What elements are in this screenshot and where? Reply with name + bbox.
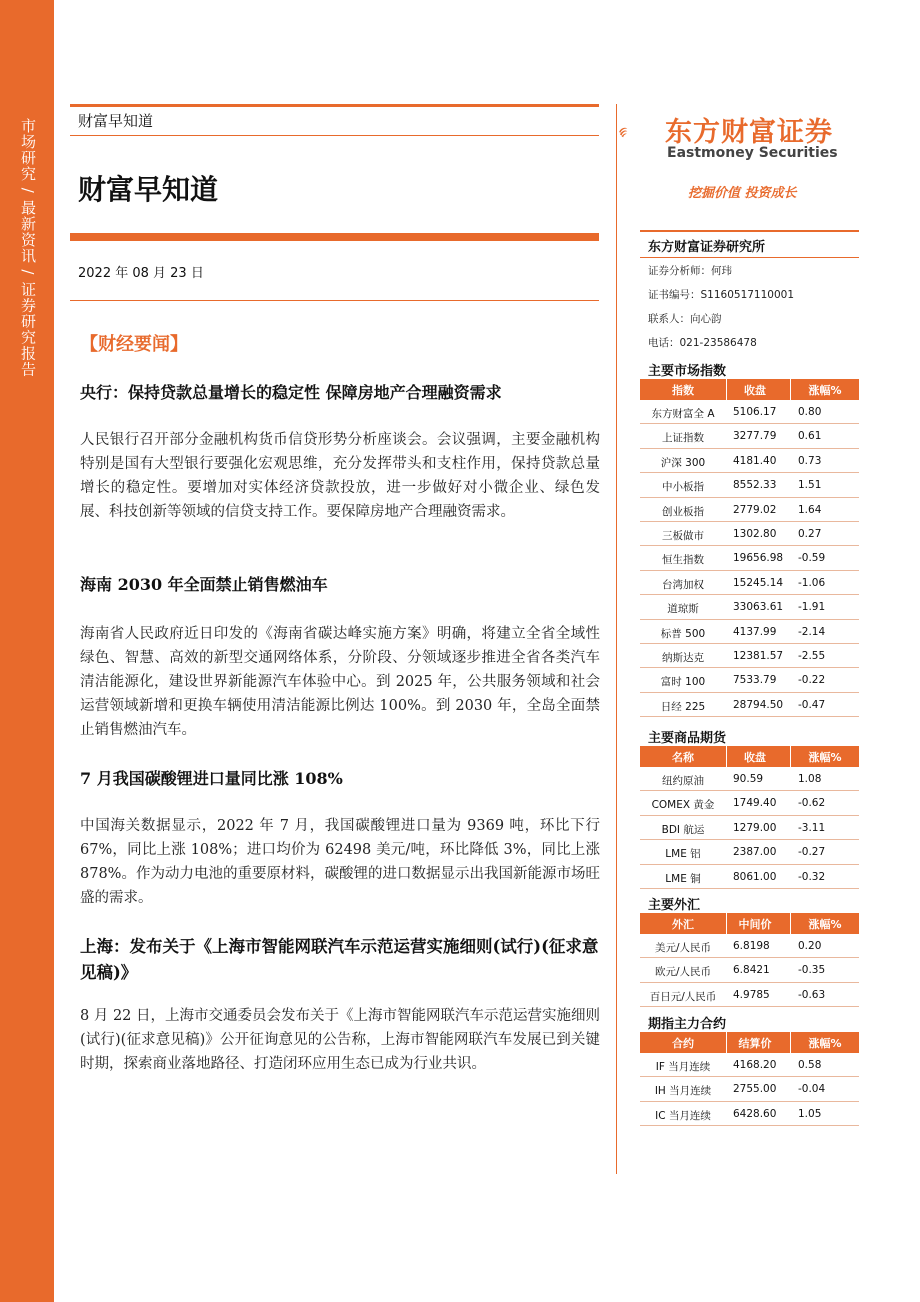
table-cell: 日经 225 xyxy=(660,700,706,713)
table-cell: 东方财富全 A xyxy=(651,408,715,420)
column-divider xyxy=(616,104,617,1174)
table-cell: LME 铝 xyxy=(665,848,701,861)
table-cell: -0.35 xyxy=(798,964,826,977)
contact: 联系人：向心韵 xyxy=(648,313,722,325)
sidebar-text: 市场研究 / 最新资讯 / 证券研究报告 xyxy=(19,118,37,378)
column-separator xyxy=(790,379,791,400)
table-cell: 2755.00 xyxy=(733,1083,777,1096)
table-cell: 台湾加权 xyxy=(662,578,704,591)
table-row xyxy=(640,498,859,522)
column-header: 合约 xyxy=(672,1037,694,1050)
table-cell: 恒生指数 xyxy=(662,554,704,567)
table-cell: 1.64 xyxy=(798,503,822,516)
table-title-indices: 主要市场指数 xyxy=(648,364,727,379)
table-cell: 0.27 xyxy=(798,528,822,540)
header-label: 财富早知道 xyxy=(78,112,154,130)
table-header-commodities xyxy=(640,746,859,767)
table-cell: BDI 航运 xyxy=(661,823,705,836)
date-rule xyxy=(70,300,599,301)
table-cell: 8061.00 xyxy=(733,870,777,883)
table-cell: 28794.50 xyxy=(733,698,784,711)
institute-rule-top xyxy=(640,230,859,232)
table-row xyxy=(640,546,859,570)
column-separator xyxy=(726,913,727,934)
table-cell: 1.51 xyxy=(798,479,822,492)
column-header: 收盘 xyxy=(744,751,766,764)
table-cell: 中小板指 xyxy=(662,481,704,494)
table-cell: -2.14 xyxy=(798,625,826,638)
table-row xyxy=(640,816,859,840)
news-body: 海南省人民政府近日印发的《海南省碳达峰实施方案》明确，将建立全省全域性绿色、智慧、高效的新型交通网络体系，分阶段、分领域逐步推进全省各类汽车清洁能源化，建设世界新能源汽车体验中心。到 2025 年，公共服务领域和社会运营领域新增和更换车辆使用清洁能源比例达 100%。到 2030 年，全岛全面禁止销售燃油汽车。 xyxy=(80,626,600,738)
column-header: 中间价 xyxy=(738,918,772,931)
column-separator xyxy=(790,746,791,767)
table-cell: 富时 100 xyxy=(660,676,706,689)
table-row xyxy=(640,1053,859,1077)
table-cell: IF 当月连续 xyxy=(655,1061,711,1073)
table-row xyxy=(640,424,859,448)
table-cell: 12381.57 xyxy=(733,650,784,662)
table-cell: 纳斯达克 xyxy=(662,652,704,664)
table-row xyxy=(640,571,859,595)
institute-name: 东方财富证券研究所 xyxy=(648,240,766,255)
brand-slogan: 挖掘价值 投资成长 xyxy=(688,186,797,201)
brand-logo-icon xyxy=(618,106,666,158)
table-row xyxy=(640,767,859,791)
table-cell: 6.8198 xyxy=(733,940,770,952)
table-cell: -0.27 xyxy=(798,846,826,859)
table-row xyxy=(640,449,859,473)
table-row xyxy=(640,522,859,546)
column-separator xyxy=(726,379,727,400)
table-row xyxy=(640,644,859,668)
table-cell: 美元/人民币 xyxy=(654,942,712,954)
table-row xyxy=(640,668,859,692)
column-header: 外汇 xyxy=(672,918,694,931)
table-cell: -1.06 xyxy=(798,576,826,589)
table-cell: -0.59 xyxy=(798,552,826,565)
news-body: 8 月 22 日，上海市交通委员会发布关于《上海市智能网联汽车示范运营实施细则(试行)(征求意见稿)》公开征询意见的公告称，上海市智能网联汽车发展已到关键时期，探索商业落地路径、打造闭环应用生态已成为行业共识。 xyxy=(80,1008,601,1072)
table-cell: 百日元/人民币 xyxy=(649,990,717,1003)
table-cell: -0.62 xyxy=(798,797,826,810)
page-title: 财富早知道 xyxy=(78,173,219,206)
table-cell: 欧元/人民币 xyxy=(654,966,712,979)
table-cell: 4181.40 xyxy=(733,454,777,467)
table-header-indices xyxy=(640,379,859,400)
table-cell: 4137.99 xyxy=(733,625,777,638)
analyst: 证券分析师：何玮 xyxy=(648,265,732,277)
news-title: 7 月我国碳酸锂进口量同比涨 108% xyxy=(80,769,343,788)
table-cell: 创业板指 xyxy=(662,505,704,518)
column-header: 涨幅% xyxy=(808,918,842,931)
header-rule-top xyxy=(70,104,599,107)
column-header: 涨幅% xyxy=(808,1037,842,1050)
table-title-commodities: 主要商品期货 xyxy=(648,731,727,746)
table-cell: IC 当月连续 xyxy=(655,1109,711,1122)
table-cell: 19656.98 xyxy=(733,552,784,565)
table-row xyxy=(640,983,859,1007)
table-cell: 15245.14 xyxy=(733,576,784,589)
title-bar xyxy=(70,233,599,241)
section-tag: 【财经要闻】 xyxy=(80,334,188,355)
table-row xyxy=(640,1102,859,1126)
table-cell: 1302.80 xyxy=(733,528,777,540)
table-cell: 纽约原油 xyxy=(662,775,704,787)
table-cell: 0.61 xyxy=(798,430,822,443)
table-cell: 4168.20 xyxy=(733,1059,777,1071)
table-cell: 2387.00 xyxy=(733,846,777,859)
cert-number: 证书编号：S1160517110001 xyxy=(648,289,795,301)
table-cell: 7533.79 xyxy=(733,674,777,687)
table-cell: 0.20 xyxy=(798,940,822,952)
news-title: 央行：保持贷款总量增长的稳定性 保障房地产合理融资需求 xyxy=(80,383,502,402)
table-row xyxy=(640,840,859,864)
table-cell: 6428.60 xyxy=(733,1107,777,1120)
table-row xyxy=(640,1077,859,1101)
table-cell: 三板做市 xyxy=(662,530,704,542)
table-cell: 标普 500 xyxy=(660,627,706,640)
column-header: 名称 xyxy=(672,751,694,764)
report-date: 2022 年 08 月 23 日 xyxy=(78,266,204,281)
header-rule xyxy=(70,135,599,136)
table-cell: -0.22 xyxy=(798,674,826,687)
column-header: 结算价 xyxy=(738,1037,772,1050)
table-cell: 道琼斯 xyxy=(667,603,699,616)
news-title: 上海：发布关于《上海市智能网联汽车示范运营实施细则(试行)(征求意见稿)》 xyxy=(80,937,599,982)
table-cell: 1.08 xyxy=(798,773,822,785)
column-header: 涨幅% xyxy=(808,384,842,397)
table-cell: COMEX 黄金 xyxy=(651,799,715,812)
table-cell: 1749.40 xyxy=(733,797,777,810)
table-cell: 0.73 xyxy=(798,454,822,467)
column-separator xyxy=(726,746,727,767)
table-cell: 沪深 300 xyxy=(660,456,706,469)
institute-rule xyxy=(640,257,859,258)
table-cell: -3.11 xyxy=(798,821,826,834)
phone: 电话：021-23586478 xyxy=(648,337,757,349)
table-cell: 4.9785 xyxy=(733,988,770,1001)
table-row xyxy=(640,473,859,497)
column-header: 指数 xyxy=(672,384,694,397)
table-row xyxy=(640,693,859,717)
table-cell: LME 铜 xyxy=(665,872,701,885)
column-separator xyxy=(726,1032,727,1053)
table-cell: 8552.33 xyxy=(733,479,777,492)
news-body: 中国海关数据显示，2022 年 7 月，我国碳酸锂进口量为 9369 吨，环比下行 67%，同比上涨 108%；进口均价为 62498 美元/吨，环比降低 3%，同比上涨 878%。作为动力电池的重要原材料，碳酸锂的进口数据显示出我国新能源市场旺盛的需求。 xyxy=(80,818,600,906)
table-cell: IH 当月连续 xyxy=(654,1085,712,1098)
table-cell: -0.63 xyxy=(798,988,826,1001)
brand-name-en: Eastmoney Securities xyxy=(667,145,838,161)
column-header: 收盘 xyxy=(744,384,766,397)
column-separator xyxy=(790,913,791,934)
table-cell: 2779.02 xyxy=(733,503,777,516)
table-cell: 3277.79 xyxy=(733,430,777,443)
table-cell: -0.47 xyxy=(798,698,826,711)
table-cell: 1279.00 xyxy=(733,821,777,834)
table-cell: -1.91 xyxy=(798,601,826,614)
table-cell: -0.04 xyxy=(798,1083,826,1096)
table-cell: 33063.61 xyxy=(733,601,784,614)
table-header-fx xyxy=(640,913,859,934)
table-cell: 0.58 xyxy=(798,1059,822,1071)
table-row xyxy=(640,791,859,815)
table-row xyxy=(640,595,859,619)
table-cell: 6.8421 xyxy=(733,964,770,977)
table-row xyxy=(640,400,859,424)
table-cell: 1.05 xyxy=(798,1107,822,1120)
table-cell: 上证指数 xyxy=(662,432,704,445)
news-title: 海南 2030 年全面禁止销售燃油车 xyxy=(80,575,328,594)
column-header: 涨幅% xyxy=(808,751,842,764)
brand-name-cn: 东方财富证券 xyxy=(665,117,833,148)
table-row xyxy=(640,620,859,644)
table-header-futures xyxy=(640,1032,859,1053)
table-cell: 5106.17 xyxy=(733,406,777,418)
table-row xyxy=(640,865,859,889)
news-body: 人民银行召开部分金融机构货币信贷形势分析座谈会。会议强调，主要金融机构特别是国有大型银行要强化宏观思维，充分发挥带头和支柱作用，保持贷款总量增长的稳定性。要增加对实体经济贷款投放，进一步做好对小微企业、绿色发展、科技创新等领域的信贷支持工作。要保障房地产合理融资需求。 xyxy=(80,432,600,520)
table-cell: -0.32 xyxy=(798,870,826,883)
table-row xyxy=(640,934,859,958)
table-title-futures: 期指主力合约 xyxy=(648,1017,727,1032)
column-separator xyxy=(790,1032,791,1053)
table-title-fx: 主要外汇 xyxy=(648,898,701,913)
table-cell: -2.55 xyxy=(798,650,826,662)
table-row xyxy=(640,958,859,982)
table-cell: 0.80 xyxy=(798,406,822,418)
table-cell: 90.59 xyxy=(733,773,764,785)
